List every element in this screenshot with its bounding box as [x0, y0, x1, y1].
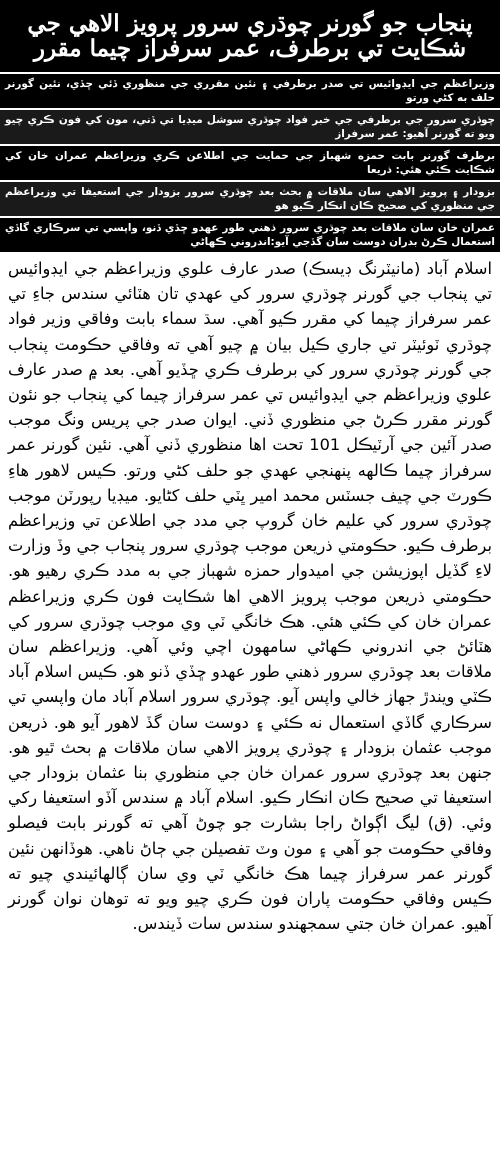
subheadline-2: چوڌري سرور جي برطرفي جي خبر فواد چوڌري سوشل ميڊيا تي ڏني، مون کي فون ڪري چيو ويو ته گورنر آهيو: عمر سرفراز: [0, 108, 500, 144]
subheadline-4: بزودار ۽ پرويز الاهي سان ملاقات ۾ بحث بعد چوڌري سرور بزودار جي استعيفا تي وزيراعظم جي منظوري کي صحيح ڪان انڪار ڪيو هو: [0, 180, 500, 216]
subheadline-5: عمران خان سان ملاقات بعد چوڌري سرور ذهني طور عهدو ڇڏي ڏنو، واپسي تي سرڪاري گاڏي استعمال ڪرڻ بدران دوست سان گڏجي آيو:اندروني ڪهاڻي: [0, 216, 500, 252]
article-body: اسلام آباد (مانيٽرنگ ڊيسڪ) صدر عارف علوي وزيراعظم جي ايڊوائيس تي پنجاب جي گورنر چوڌري سرور کي عهدي تان هٽائي سندس جاءِ تي عمر سرفراز چيما کي مقرر ڪيو آهي. سڌ سماء بابت وفاقي وزير فواد چوڌري ٽوئيٽر تي جاري ڪيل بيان ۾ چيو آهي ته وفاقي حڪومت پنجاب جي گورنر چوڌري سرور کي برطرف ڪري ڇڏيو آهي. بعد ۾ صدر عارف علوي وزيراعظم جي ايڊوائيس تي عمر سرفراز چيما کي پنجاب جو نئون گورنر مقرر ڪرڻ جي منظوري ڏني. ايوان صدر جي پريس ونگ موجب صدر آئين جي آرٽيڪل 101 تحت اها منظوري ڏني آهي. نئين گورنر عمر سرفراز چيما ڪالهه پنهنجي عهدي جو حلف کڻي ورتو. ڪيس لاهور هاءِ ڪورٽ جي چيف جسٽس محمد امير ڀٽي حلف کڻايو. ميڊيا رپورٽن موجب چوڌري سرور کي عليم خان گروپ جي مدد جي اطلاعن تي وزيراعظم برطرف ڪيو. حڪومتي ذريعن موجب چوڌري سرور پنجاب جي وڏ وزارت لاءِ گڏيل اپوزيشن جي اميدوار حمزه شهباز جي به مدد ڪري رهيو هو. حڪومتي ذريعن موجب پرويز الاهي اها شڪايت فون ڪري وزيراعظم عمران خان کي ڪئي هئي. هڪ خانگي ٽي وي موجب چوڌري سرور کي هٽائڻ جي اندروني ڪهاڻي سامهون اچي وئي آهي. وزيراعظم سان ملاقات بعد چوڌري سرور ذهني طور عهدو ڇڏي ڏنو هو. ڪيس اسلام آباد ڪٽي ويندڙ جهاز خالي واپس آيو. چوڌري سرور اسلام آباد مان واپسي تي سرڪاري گاڏي استعمال نه ڪئي ۽ دوست سان گڏ لاهور آيو هو. ذريعن موجب عثمان بزودار ۽ چوڌري پرويز الاهي سان ملاقات ۾ بحث ٿيو هو. جنهن بعد چوڌري سرور عمران خان جي منظوري بنا عثمان بزودار جي استعيفا تي صحيح ڪان انڪار ڪيو. اسلام آباد ۾ سندس آڏو استعيفا رکي وئي. (ق) ليگ اڳواڻ راجا بشارت جو چوڻ آهي ته گورنر بابت فيصلو وفاقي حڪومت جو آهي ۽ مون وٽ تفصيلن جي ڄاڻ ناهي. هوڏانهن نئين گورنر عمر سرفراز چيما هڪ خانگي ٽي وي سان ڳالهائيندي چيو ته ڪيس وفاقي حڪومت پاران فون ڪري چيو ويو ته توهان نوان گورنر آهيو. عمران خان جتي سمجهندو سندس سات ڏيندس.: [8, 259, 492, 934]
headline: پنجاب جو گورنر چوڌري سرور پرويز الاهي جي شڪايت تي برطرف، عمر سرفراز چيما مقرر: [0, 0, 500, 72]
subheadline-1: وزيراعظم جي ايڊوائيس تي صدر برطرفي ۽ نئين مقرري جي منظوري ڏئي ڇڏي، نئين گورنر حلف به کڻي ورتو: [0, 72, 500, 108]
subheadline-3: برطرف گورنر بابت حمزه شهباز جي حمايت جي اطلاعن ڪري وزيراعظم عمران خان کي شڪايت ڪئي هئي: ذريعا: [0, 144, 500, 180]
